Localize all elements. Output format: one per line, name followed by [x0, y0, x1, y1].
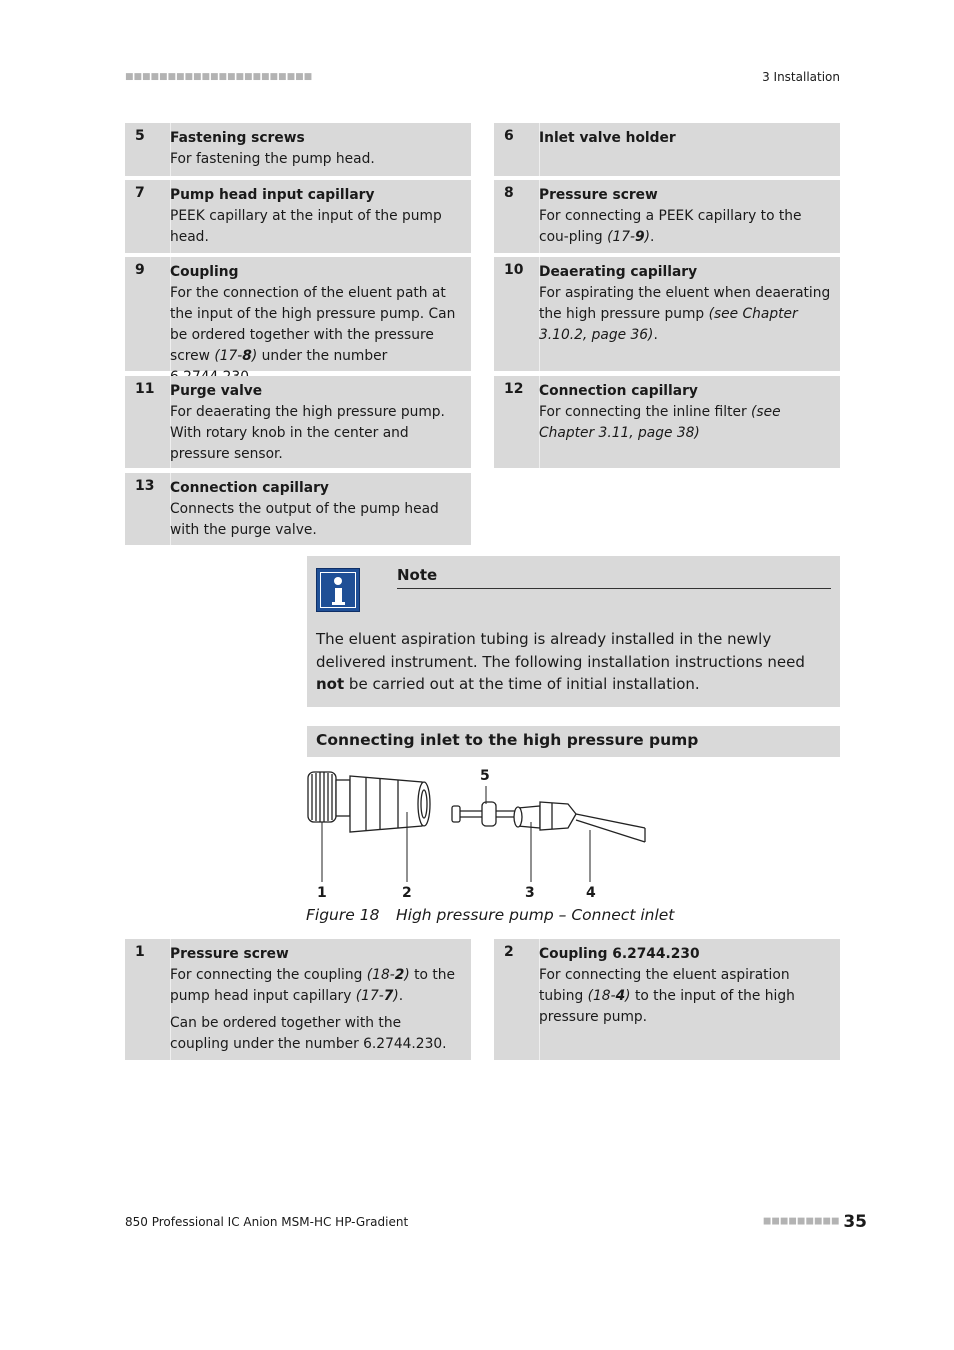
- legend-title: Coupling: [170, 264, 239, 280]
- figure-label-1: 1: [317, 885, 327, 901]
- cross-reference[interactable]: (17-7): [355, 988, 399, 1004]
- legend-item-12: [494, 376, 840, 468]
- legend-number: 12: [504, 381, 524, 397]
- figure-label-4: 4: [586, 885, 596, 901]
- legend-item-5: [125, 123, 471, 176]
- legend-number: 11: [135, 381, 155, 397]
- legend-number: 9: [135, 262, 145, 278]
- legend2-item-2: [494, 939, 840, 1060]
- legend-text: Connects the output of the pump head with the purge valve.: [170, 501, 439, 538]
- legend-number: 8: [504, 185, 514, 201]
- legend-text: For deaerating the high pressure pump. With rotary knob in the center and pressure sensor.: [170, 404, 445, 462]
- cross-reference[interactable]: (18-4): [587, 988, 631, 1004]
- legend-title: Connection capillary: [539, 383, 698, 399]
- legend-text: PEEK capillary at the input of the pump head.: [170, 208, 442, 245]
- legend-title: Pressure screw: [539, 187, 658, 203]
- cross-reference[interactable]: (see Chapter 3.11, page 38): [539, 404, 781, 441]
- legend-number: 6: [504, 128, 514, 144]
- legend-text: For fastening the pump head.: [170, 151, 375, 167]
- header-dots: ■■■■■■■■■■■■■■■■■■■■■■: [125, 72, 313, 82]
- figure-caption: [306, 906, 674, 924]
- legend-title: Coupling 6.2744.230: [539, 946, 700, 962]
- note-box: [307, 556, 840, 707]
- legend-number: 1: [135, 944, 145, 960]
- legend-text: Can be ordered together with the coupling under the number 6.2744.230.: [170, 1015, 447, 1052]
- footer-page: [763, 1211, 867, 1232]
- figure-label-5: 5: [480, 768, 490, 784]
- legend-title: Pump head input capillary: [170, 187, 375, 203]
- legend-item-7: [125, 180, 471, 253]
- legend-item-13: [125, 473, 471, 545]
- legend-text: For connecting the eluent aspiration tubing (18-4) to the input of the high pressure pump.: [539, 967, 795, 1025]
- tubing-assembly: [452, 802, 645, 842]
- figure-label-3: 3: [525, 885, 535, 901]
- legend-text: For connecting the coupling (18-2) to the pump head input capillary (17-7).: [170, 967, 455, 1004]
- legend-number: 5: [135, 128, 145, 144]
- figure-caption-label: Figure 18: [306, 906, 380, 924]
- legend-item-9: [125, 257, 471, 371]
- legend2-item-1: [125, 939, 471, 1060]
- legend-number: 13: [135, 478, 155, 494]
- cross-reference[interactable]: (see Chapter 3.10.2, page 36): [539, 306, 798, 343]
- cross-reference[interactable]: (17-8): [214, 348, 258, 364]
- info-icon: [316, 568, 360, 612]
- legend-item-11: [125, 376, 471, 468]
- figure-18: [300, 760, 660, 908]
- legend-text: For aspirating the eluent when deaerating the high pressure pump (see Chapter 3.10.2, page 36).: [539, 285, 831, 343]
- legend-item-8: [494, 180, 840, 253]
- pressure-screw-part: [308, 772, 350, 822]
- legend-title: Fastening screws: [170, 130, 305, 146]
- figure-caption-text: High pressure pump – Connect inlet: [396, 906, 675, 924]
- cross-reference[interactable]: (17-9): [607, 229, 650, 245]
- note-title: Note: [397, 566, 438, 584]
- cross-reference[interactable]: (18-2): [366, 967, 410, 983]
- note-divider: [397, 588, 831, 589]
- legend-item-10: [494, 257, 840, 371]
- note-text: The eluent aspiration tubing is already installed in the newly delivered instrument. The following installation instructions need not be carried out at the time of initial installation.: [316, 630, 805, 693]
- figure-label-2: 2: [402, 885, 412, 901]
- coupling-part: [350, 776, 430, 832]
- legend-number: 10: [504, 262, 524, 278]
- legend-title: Purge valve: [170, 383, 263, 399]
- legend-title: Pressure screw: [170, 946, 289, 962]
- section-heading: [307, 726, 840, 757]
- legend-number: 7: [135, 185, 145, 201]
- legend-text: For the connection of the eluent path at the input of the high pressure pump. Can be ordered together with the pressure screw (17-8) under the number: [170, 285, 456, 364]
- footer-product-name: 850 Professional IC Anion MSM-HC HP-Gradient: [125, 1215, 409, 1229]
- footer-dots: ■■■■■■■■■: [762, 1216, 840, 1227]
- legend-text: For connecting a PEEK capillary to the cou-pling (17-9).: [539, 208, 802, 245]
- legend-text: For connecting the inline filter (see Chapter 3.11, page 38): [539, 404, 781, 441]
- legend-number: 2: [504, 944, 514, 960]
- page-number: 35: [843, 1211, 867, 1232]
- legend-title: Deaerating capillary: [539, 264, 698, 280]
- section-title: Connecting inlet to the high pressure pump: [316, 731, 699, 749]
- legend-title: Inlet valve holder: [539, 130, 676, 146]
- header-chapter: 3 Installation: [762, 70, 840, 84]
- legend-title: Connection capillary: [170, 480, 329, 496]
- legend-item-6: [494, 123, 840, 176]
